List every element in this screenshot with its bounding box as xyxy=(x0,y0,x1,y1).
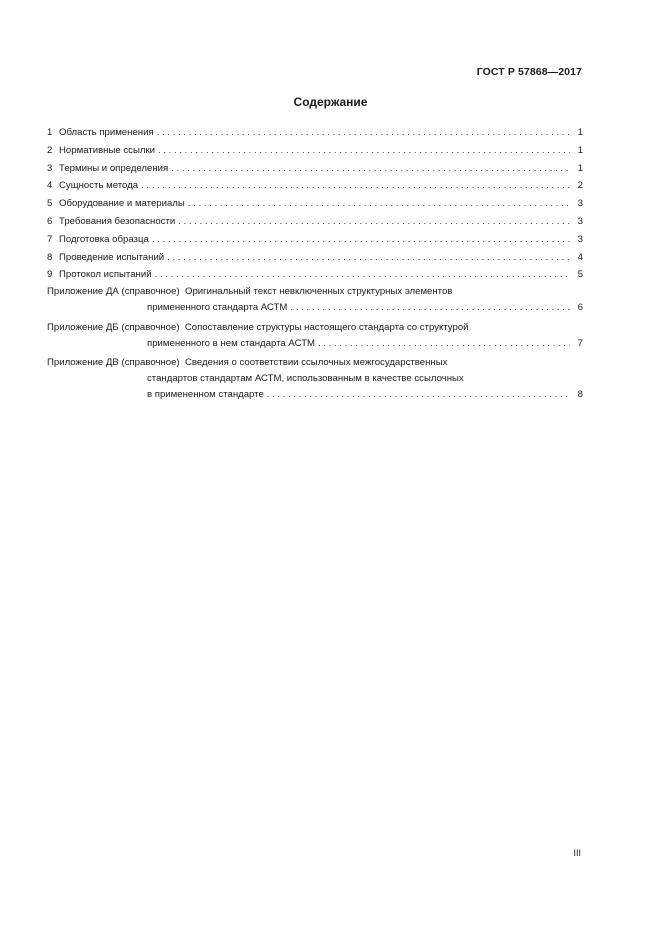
dot-leader xyxy=(171,160,570,178)
annex-title-line: примененного стандарта АСТМ xyxy=(147,302,288,314)
dot-leader xyxy=(267,387,570,403)
toc-title: Содержание xyxy=(293,95,368,109)
annex-title-line: Сопоставление структуры настоящего стандарта со структурой xyxy=(184,321,469,333)
toc-entry-number: 6 xyxy=(47,215,53,227)
annex-title-line: в примененном стандарте xyxy=(147,389,264,401)
toc-entry-page: 3 xyxy=(577,233,583,245)
dot-leader xyxy=(141,177,570,195)
page-number: III xyxy=(573,848,581,858)
annex-label: Приложение ДА (справочное) xyxy=(47,286,180,298)
dot-leader xyxy=(188,195,570,213)
dot-leader xyxy=(178,213,570,231)
document-code: ГОСТ Р 57868—2017 xyxy=(476,66,582,78)
toc-entry-number: 1 xyxy=(47,127,53,138)
toc-entry-number: 5 xyxy=(47,198,53,210)
dot-leader xyxy=(157,124,570,142)
dot-leader xyxy=(155,266,570,284)
toc-entry-number: 7 xyxy=(47,233,53,245)
toc-entry[interactable] xyxy=(47,231,583,249)
dot-leader xyxy=(290,300,570,316)
dot-leader xyxy=(158,142,570,160)
toc-entry-title: Сущность метода xyxy=(59,180,139,192)
toc-entry-number: 9 xyxy=(47,269,53,281)
toc-entry[interactable] xyxy=(47,160,583,178)
toc-annexes xyxy=(47,284,583,403)
toc-entry-title: Термины и определения xyxy=(59,162,169,174)
table-of-contents xyxy=(47,124,583,406)
toc-entry[interactable] xyxy=(47,249,583,267)
dot-leader xyxy=(318,336,570,352)
toc-entry[interactable] xyxy=(47,142,583,160)
toc-entry-page: 1 xyxy=(577,144,583,156)
toc-entries xyxy=(47,124,583,284)
toc-entry-page: 5 xyxy=(577,269,583,281)
toc-entry-page: 1 xyxy=(577,127,583,138)
toc-entry-page: 4 xyxy=(577,251,583,263)
annex-title-line: Оригинальный текст невключенных структурных элементов xyxy=(184,286,453,298)
dot-leader xyxy=(167,249,570,267)
toc-entry-title: Область применения xyxy=(59,127,154,138)
toc-entry-page: 3 xyxy=(577,198,583,210)
toc-annex-entry[interactable] xyxy=(47,320,583,352)
annex-title-line: примененного в нем стандарта АСТМ xyxy=(147,337,316,349)
annex-title-line: Сведения о соответствии ссылочных межгосударственных xyxy=(184,356,448,368)
annex-page: 7 xyxy=(577,337,583,349)
toc-entry[interactable] xyxy=(47,213,583,231)
toc-entry-title: Проведение испытаний xyxy=(59,251,165,263)
toc-entry-number: 2 xyxy=(47,144,53,156)
toc-entry-title: Нормативные ссылки xyxy=(59,144,156,156)
toc-entry[interactable] xyxy=(47,124,583,142)
annex-page: 6 xyxy=(577,302,583,314)
annex-page: 8 xyxy=(577,389,583,401)
toc-entry-number: 3 xyxy=(47,162,53,174)
toc-annex-entry[interactable] xyxy=(47,355,583,404)
toc-entry-title: Требования безопасности xyxy=(59,215,176,227)
annex-label: Приложение ДБ (справочное) xyxy=(47,321,180,333)
toc-annex-entry[interactable] xyxy=(47,284,583,316)
toc-entry-number: 8 xyxy=(47,251,53,263)
toc-entry-page: 3 xyxy=(577,215,583,227)
toc-entry[interactable] xyxy=(47,177,583,195)
toc-entry[interactable] xyxy=(47,266,583,284)
annex-title-line: стандартов стандартам АСТМ, использованным в качестве ссылочных xyxy=(147,373,464,385)
toc-entry-page: 2 xyxy=(577,180,583,192)
toc-entry-number: 4 xyxy=(47,180,53,192)
dot-leader xyxy=(152,231,570,249)
toc-entry-title: Оборудование и материалы xyxy=(59,198,185,210)
toc-entry-title: Протокол испытаний xyxy=(59,269,152,281)
toc-entry-page: 1 xyxy=(577,162,583,174)
annex-label: Приложение ДВ (справочное) xyxy=(47,356,180,368)
toc-entry[interactable] xyxy=(47,195,583,213)
toc-entry-title: Подготовка образца xyxy=(59,233,149,245)
